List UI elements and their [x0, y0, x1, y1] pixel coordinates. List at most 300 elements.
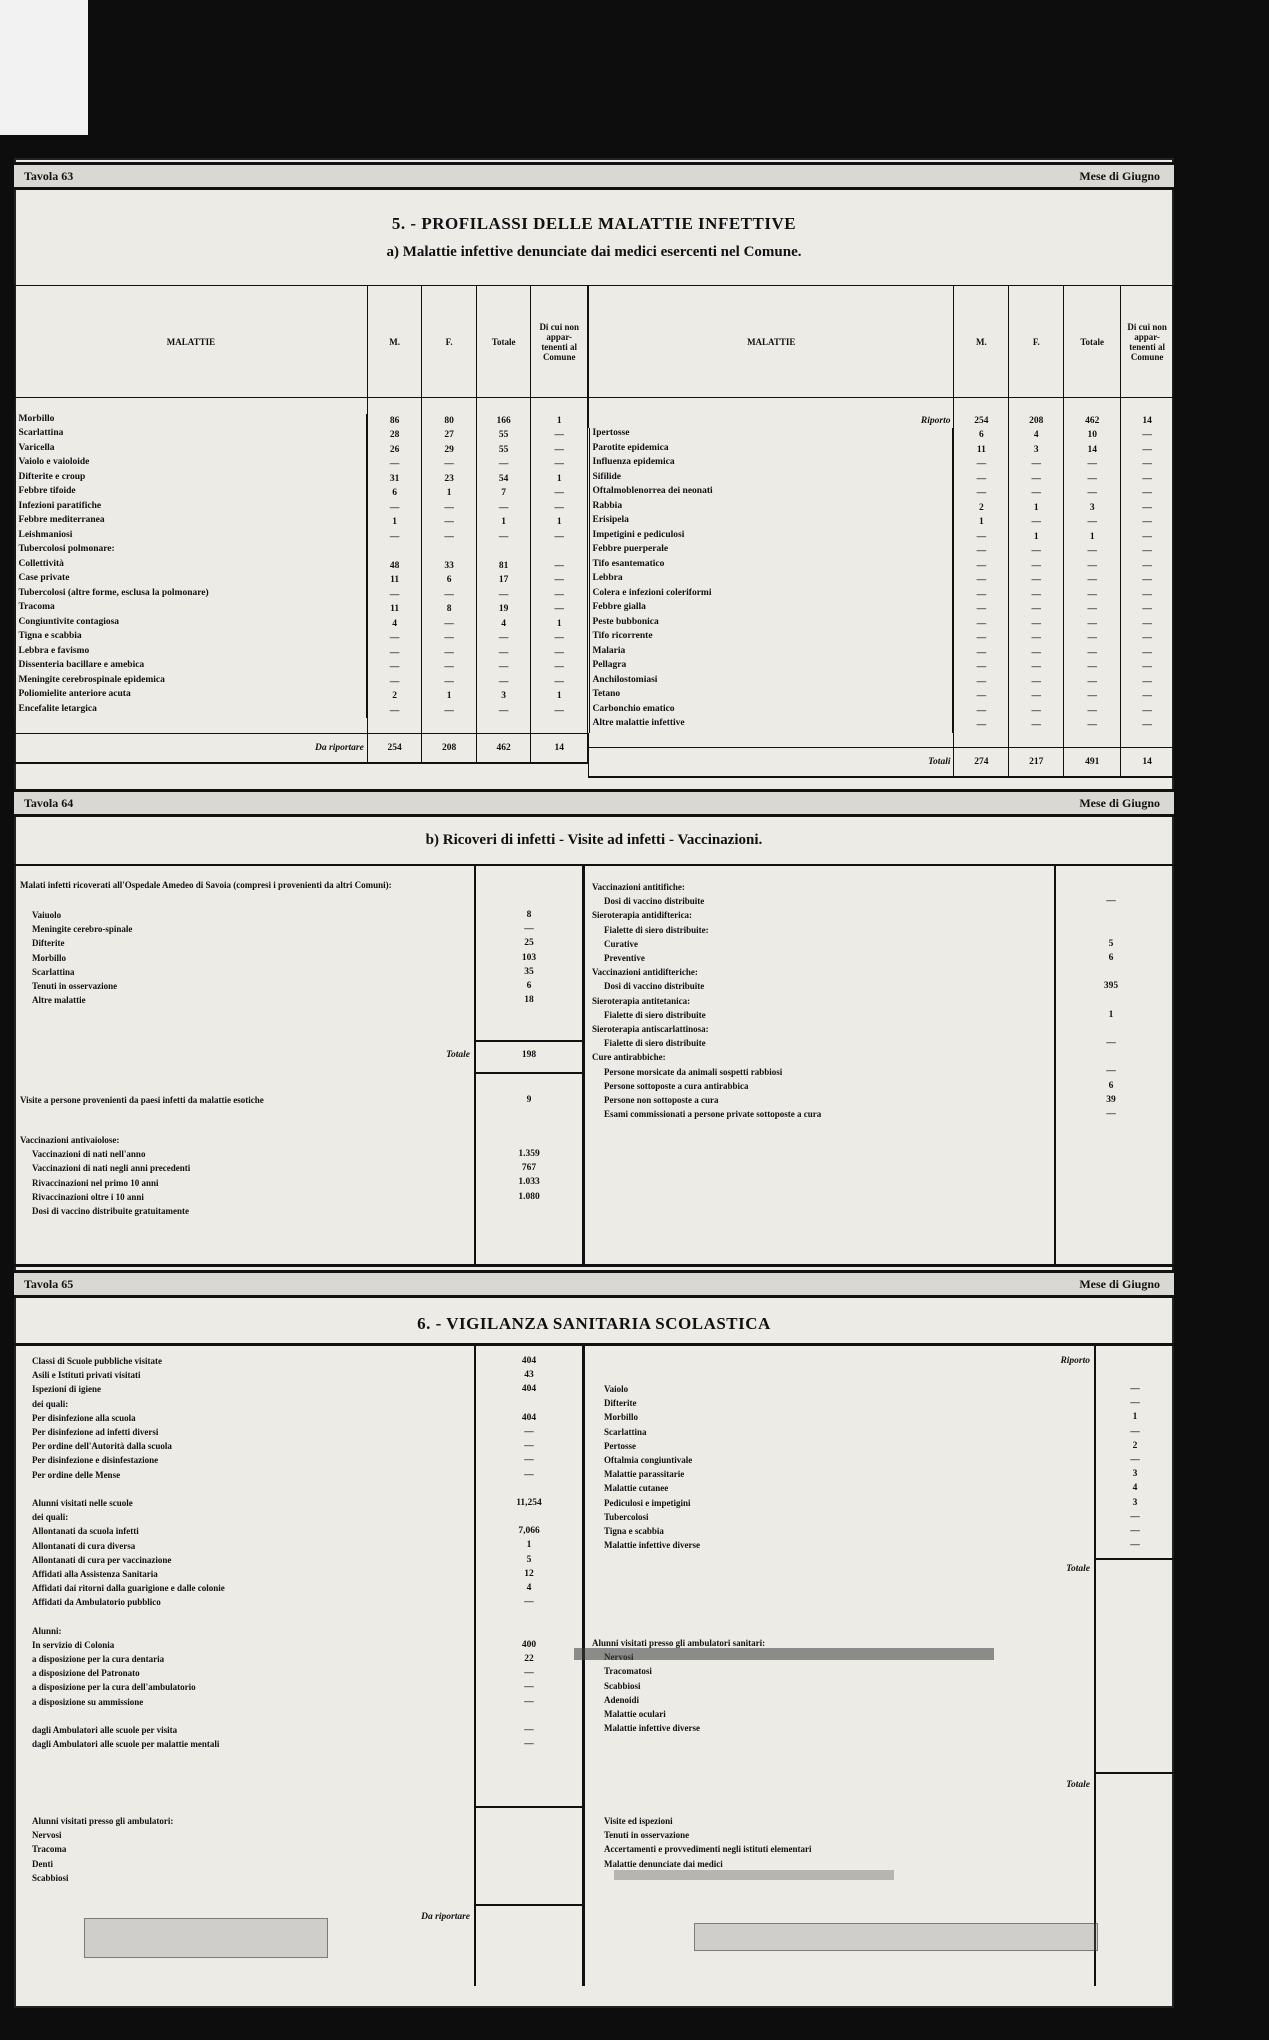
value-non-appartenenti: — [1121, 501, 1174, 516]
list-item [592, 1828, 1088, 1842]
disease-label: Altre malattie infettive [592, 718, 685, 728]
value-non-appartenenti: 1 [531, 414, 588, 429]
dot-leader [63, 908, 470, 922]
item-label: Altre malattie [32, 995, 86, 1006]
table-row [589, 718, 1174, 733]
value-non-appartenenti: — [531, 501, 588, 516]
list-item [20, 1695, 470, 1709]
value-f: 4 [1009, 428, 1064, 443]
disease-label: Encefalite letargica [18, 703, 97, 714]
value-m: — [954, 486, 1009, 501]
value-non-appartenenti: — [1121, 602, 1174, 617]
dot-leader [75, 530, 362, 544]
item-value: 12 [524, 1568, 534, 1579]
malattie-table-left [14, 285, 588, 764]
disease-label: Congiuntivite contagiosa [18, 616, 120, 627]
ricoveri-items [20, 908, 470, 1007]
value-non-appartenenti: — [1121, 704, 1174, 719]
disease-label: Lebbra e favismo [18, 645, 90, 656]
dot-leader [702, 1721, 1088, 1735]
value-totale: — [1064, 631, 1121, 646]
value-f: 29 [422, 443, 477, 458]
list-item [20, 979, 470, 993]
list-item [20, 1814, 470, 1828]
item-label: Nervosi [32, 1830, 62, 1841]
dot-leader [638, 1396, 1088, 1410]
value-non-appartenenti: — [1121, 559, 1174, 574]
table-row [589, 602, 1174, 617]
s6-right-total-rule [1094, 1558, 1174, 1560]
value-non-appartenenti: — [531, 530, 588, 545]
dot-leader [191, 1204, 470, 1218]
value-totale: — [476, 631, 531, 646]
disease-label: Lebbra [592, 573, 623, 583]
value-f: — [422, 501, 477, 516]
dot-leader [122, 617, 363, 631]
disease-name [15, 588, 367, 603]
item-label: Allontanati di cura diversa [32, 1540, 136, 1551]
value-m: 2 [367, 689, 422, 704]
dot-leader [119, 979, 470, 993]
item-value: 43 [524, 1370, 534, 1381]
value-non-appartenenti: — [1121, 573, 1174, 588]
value-f: — [1009, 689, 1064, 704]
item-label: Scarlattina [604, 1426, 647, 1437]
table-row [15, 428, 588, 443]
scolastica-right-values [1096, 1382, 1174, 1552]
dot-leader [625, 501, 949, 515]
dot-leader [168, 675, 363, 689]
list-item [20, 1510, 470, 1524]
table-row [589, 704, 1174, 719]
vaccinazione-value: 767 [521, 1163, 537, 1174]
item-label: a disposizione del Patronato [32, 1668, 140, 1679]
value-non-appartenenti: 1 [531, 472, 588, 487]
dot-leader [66, 936, 470, 950]
header-totale: Totale [476, 286, 531, 398]
item-label: Alunni visitati presso gli ambulatori: [32, 1816, 174, 1827]
list-item [20, 1842, 470, 1856]
value-non-appartenenti: — [1121, 631, 1174, 646]
disease-name [15, 660, 367, 675]
list-item [20, 1468, 470, 1482]
value-non-appartenenti: — [531, 428, 588, 443]
dot-leader [649, 1425, 1089, 1439]
item-value: — [1106, 1066, 1116, 1077]
value-totale: — [1064, 602, 1121, 617]
dot-leader [104, 501, 363, 515]
value-f: — [1009, 602, 1064, 617]
dot-leader [649, 602, 950, 616]
value-f: 1 [422, 689, 477, 704]
list-item [592, 1425, 1088, 1439]
value-m: 11 [954, 443, 1009, 458]
value-f: — [1009, 515, 1064, 530]
item-label: Scarlattina [32, 966, 75, 977]
dot-leader [668, 1707, 1088, 1721]
item-value: — [524, 1455, 534, 1466]
item-label: Allontanati di cura per vaccinazione [32, 1554, 172, 1565]
scolastica-lower-left-list [20, 1814, 470, 1885]
value-non-appartenenti: — [1121, 472, 1174, 487]
dot-leader [702, 1538, 1088, 1552]
list-item [20, 1482, 470, 1496]
total-m: 274 [954, 748, 1009, 778]
disease-label: Peste bubbonica [592, 616, 659, 627]
value-f: 1 [422, 486, 477, 501]
header-malattie: MALATTIE [15, 286, 368, 398]
list-item [592, 1481, 1088, 1495]
dot-leader [147, 1147, 470, 1161]
disease-label: Varicella [18, 442, 55, 453]
item-value: 4 [526, 1583, 532, 1593]
item-value: 4 [1132, 1483, 1138, 1494]
value-m: 1 [367, 515, 422, 530]
list-item [20, 1680, 470, 1694]
dot-leader [118, 544, 363, 558]
value-totale: — [476, 646, 531, 661]
filler-row [589, 733, 1174, 748]
item-value: — [1130, 1426, 1140, 1437]
b-total-rule-bottom [474, 1072, 582, 1074]
s6-left-total-rule [474, 1904, 582, 1906]
item-label: Ispezioni di igiene [32, 1384, 102, 1395]
list-item [20, 1354, 470, 1368]
scolastica-right-list [592, 1382, 1088, 1552]
disease-name [15, 486, 367, 501]
dot-leader [654, 1664, 1088, 1678]
item-value: — [524, 1426, 534, 1437]
dot-leader [137, 1538, 470, 1552]
item-value [1056, 965, 1166, 979]
item-value: — [1106, 1109, 1116, 1119]
list-item [592, 1093, 1048, 1107]
item-value: 395 [1103, 981, 1119, 992]
value-totale [476, 544, 531, 559]
list-item [592, 1857, 1088, 1871]
item-label: Rivaccinazioni oltre i 10 anni [32, 1191, 144, 1202]
disease-name [15, 515, 367, 530]
disease-name [589, 515, 954, 530]
list-item [20, 1857, 470, 1871]
dot-leader [141, 1524, 470, 1538]
value-f: — [422, 588, 477, 603]
list-item [20, 1581, 470, 1595]
tavola-64-band [14, 789, 1174, 817]
dot-leader [166, 1652, 470, 1666]
item-label: Curative [604, 938, 638, 949]
item-label: a disposizione per la cura dell'ambulatorio [32, 1682, 196, 1693]
list-item [592, 1721, 1088, 1735]
item-label: Malattie oculari [604, 1709, 666, 1720]
value-non-appartenenti: — [1121, 486, 1174, 501]
disease-label: Colera e infezioni coleriformi [592, 587, 712, 598]
list-item [20, 1176, 470, 1190]
dot-leader [640, 937, 1048, 951]
vaccinazioni-items [20, 1147, 470, 1218]
disease-label: Febbre mediterranea [18, 515, 105, 525]
list-item [592, 1496, 1088, 1510]
item-label: Vaccinazioni antidifteriche: [592, 967, 698, 978]
item-value [1056, 908, 1166, 922]
disease-label: Difterite e croup [18, 471, 86, 482]
value-totale: 166 [476, 414, 531, 429]
value-f: — [422, 631, 477, 646]
table-row [589, 675, 1174, 690]
value-f: — [422, 646, 477, 661]
value-non-appartenenti: — [531, 457, 588, 472]
value-f: 27 [422, 428, 477, 443]
value-non-appartenenti [531, 544, 588, 559]
dot-leader [660, 675, 949, 689]
dot-leader [143, 1368, 471, 1382]
disease-name [15, 414, 367, 429]
ricovero-value: 6 [526, 980, 532, 991]
value-f: — [1009, 704, 1064, 719]
table-row [15, 457, 588, 472]
disease-label: Collettività [18, 558, 64, 569]
total-m: 254 [367, 733, 422, 763]
item-value [476, 1609, 582, 1623]
spacer-row [15, 398, 588, 414]
item-label: Esami commissionati a persone private sottoposte a cura [604, 1109, 822, 1120]
value-f: 1 [1009, 501, 1064, 516]
value-m: — [367, 704, 422, 719]
disease-label: Tubercolosi (altre forme, esclusa la polmonare) [18, 587, 209, 598]
total-non-appartenenti: 14 [531, 733, 588, 763]
dot-leader [134, 922, 470, 936]
s6-divider-2 [582, 1346, 585, 1986]
value-m: 26 [367, 443, 422, 458]
list-item [20, 1638, 470, 1652]
dot-leader [651, 1510, 1088, 1524]
value-non-appartenenti: — [1121, 588, 1174, 603]
item-label: a disposizione per la cura dentaria [32, 1654, 165, 1665]
vaccinazione-value [476, 1204, 582, 1218]
item-value: 400 [521, 1639, 537, 1650]
table-row [15, 501, 588, 516]
value-m: — [954, 689, 1009, 704]
item-label: Scabbiosi [604, 1680, 641, 1691]
item-label: Rivaccinazioni nel primo 10 anni [32, 1177, 159, 1188]
item-label: Malattie parassitarie [604, 1469, 685, 1480]
total-row [15, 733, 588, 763]
scolastica-riporto-label: Riporto [1060, 1356, 1090, 1366]
total-label: Totali [589, 748, 954, 778]
disease-label: Anchilostomiasi [592, 674, 658, 685]
value-totale: 81 [476, 559, 531, 574]
table-row [15, 443, 588, 458]
list-item [20, 1567, 470, 1581]
item-value: 7,066 [518, 1526, 540, 1537]
dot-leader [706, 979, 1048, 993]
item-value: — [524, 1441, 534, 1452]
disease-name [589, 457, 954, 472]
value-totale: — [476, 501, 531, 516]
value-totale: 4 [476, 617, 531, 632]
item-label: Per ordine dell'Autorità dalla scuola [32, 1441, 172, 1452]
disease-label: Malaria [592, 645, 626, 656]
item-label: a disposizione su ammissione [32, 1696, 144, 1707]
vaccinazione-value: 1.080 [518, 1191, 540, 1202]
tavola-64-label: Tavola 64 [24, 796, 74, 810]
value-f: — [422, 617, 477, 632]
table-row [15, 515, 588, 530]
dot-leader [198, 1680, 470, 1694]
item-value [1056, 880, 1166, 894]
value-non-appartenenti: — [1121, 689, 1174, 704]
item-label: Alunni visitati nelle scuole [32, 1497, 133, 1508]
value-totale: 54 [476, 472, 531, 487]
dot-leader [647, 951, 1048, 965]
item-value [476, 1709, 582, 1723]
item-value: 6 [1108, 952, 1114, 963]
value-f: 208 [1009, 414, 1064, 429]
item-label: Sieroterapia antitetanica: [592, 995, 691, 1006]
dot-leader [192, 1161, 470, 1175]
header-malattie-right: MALATTIE [589, 286, 954, 398]
value-m: 31 [367, 472, 422, 487]
item-value: 1 [1108, 1009, 1114, 1020]
disease-label: Leishmaniosi [18, 529, 73, 540]
value-totale: — [476, 704, 531, 719]
section-5b-rule [14, 864, 1174, 866]
section-5-title: 5. - PROFILASSI DELLE MALATTIE INFETTIVE [391, 214, 797, 233]
s6-lower-right-rule [1094, 1772, 1174, 1774]
disease-label: Carbonchio ematico [592, 703, 675, 714]
dot-leader [146, 1190, 470, 1204]
value-totale: — [1064, 675, 1121, 690]
item-value: — [524, 1739, 534, 1750]
tavola-63-month: Mese di Giugno [1079, 169, 1160, 183]
table-row [15, 559, 588, 574]
value-non-appartenenti: — [531, 573, 588, 588]
value-m: 6 [954, 428, 1009, 443]
item-label: Tenuti in osservazione [604, 1830, 690, 1841]
disease-name [15, 457, 367, 472]
dot-leader [628, 646, 949, 660]
value-non-appartenenti: — [1121, 675, 1174, 690]
header-totale-right: Totale [1064, 286, 1121, 398]
value-totale: 14 [1064, 443, 1121, 458]
dot-leader [122, 1468, 470, 1482]
value-f: 1 [1009, 530, 1064, 545]
value-m: — [954, 573, 1009, 588]
dot-leader [64, 1828, 471, 1842]
table-row [589, 631, 1174, 646]
item-value: 2 [1132, 1440, 1138, 1451]
disease-name [15, 617, 367, 632]
scolastica-left-values [476, 1354, 582, 1751]
dot-leader [638, 1439, 1088, 1453]
value-m: — [954, 704, 1009, 719]
value-totale: 3 [1064, 501, 1121, 516]
disease-name [589, 443, 954, 458]
dot-leader [632, 515, 950, 529]
value-non-appartenenti: — [531, 588, 588, 603]
table-row [15, 544, 588, 559]
ricoveri-total-label: Totale [446, 1050, 470, 1060]
table-row [589, 428, 1174, 443]
disease-name [15, 631, 367, 646]
item-label: Sieroterapia antidifterica: [592, 910, 693, 921]
visite-row: Visite a persone provenienti da paesi infetti da malattie esotiche [20, 1093, 470, 1107]
item-value: — [1106, 1038, 1116, 1049]
value-f: — [1009, 675, 1064, 690]
s6-left-lower-rule [474, 1806, 582, 1808]
total-f: 208 [422, 733, 477, 763]
dot-leader [72, 573, 362, 587]
list-item [20, 1453, 470, 1467]
value-m: 86 [367, 414, 422, 429]
value-f: — [1009, 457, 1064, 472]
ricoveri-total-value: 198 [521, 1050, 537, 1060]
list-item [592, 908, 1048, 922]
item-value: 1 [526, 1540, 532, 1551]
ricoveri-values [476, 908, 582, 1007]
item-label: Dosi di vaccino distribuite [604, 981, 705, 992]
table-row [589, 515, 1174, 530]
malattie-table-right [588, 285, 1174, 778]
list-item [592, 994, 1048, 1008]
value-m: 2 [954, 501, 1009, 516]
dot-leader [161, 1176, 470, 1190]
value-totale: — [1064, 472, 1121, 487]
item-label: Affidati da Ambulatorio pubblico [32, 1597, 161, 1608]
value-non-appartenenti: 1 [531, 689, 588, 704]
sieroterapia-values [1056, 880, 1166, 1121]
value-totale: — [476, 675, 531, 690]
item-value: — [1130, 1384, 1140, 1394]
disease-label: Case private [18, 573, 70, 583]
value-m: — [954, 675, 1009, 690]
value-m: 6 [367, 486, 422, 501]
value-f: 80 [422, 414, 477, 429]
dot-leader [67, 559, 363, 573]
header-m-right: M. [954, 286, 1009, 398]
list-item [592, 880, 1048, 894]
item-label: Affidati dai ritorni dalla guarigione e dalle colonie [32, 1583, 225, 1594]
item-label: Vaiolo [604, 1384, 629, 1395]
list-item [20, 1553, 470, 1567]
list-item [592, 965, 1048, 979]
dot-leader [66, 428, 362, 442]
value-non-appartenenti: — [531, 660, 588, 675]
value-f: — [422, 660, 477, 675]
disease-name [589, 501, 954, 516]
visite-value: 9 [526, 1095, 532, 1105]
value-m: — [367, 646, 422, 661]
table-row [589, 617, 1174, 632]
list-item [592, 1693, 1088, 1707]
item-label: Tubercolosi [604, 1511, 649, 1522]
value-totale: — [1064, 515, 1121, 530]
table-row [15, 675, 588, 690]
dot-leader [706, 894, 1048, 908]
item-label: Malattie denunciate dai medici [604, 1858, 723, 1869]
dot-leader [103, 1382, 470, 1396]
item-label: Vaccinazioni di nati nell'anno [32, 1149, 146, 1160]
item-value: 39 [1106, 1094, 1116, 1105]
dot-leader [708, 1008, 1048, 1022]
item-label: Cure antirabbiche: [592, 1052, 666, 1063]
value-totale: — [1064, 573, 1121, 588]
value-f: — [422, 530, 477, 545]
ink-smudge [574, 1648, 994, 1660]
item-label: Difterite [604, 1398, 637, 1409]
item-label: Pediculosi e impetigini [604, 1497, 691, 1508]
value-f: — [1009, 486, 1064, 501]
